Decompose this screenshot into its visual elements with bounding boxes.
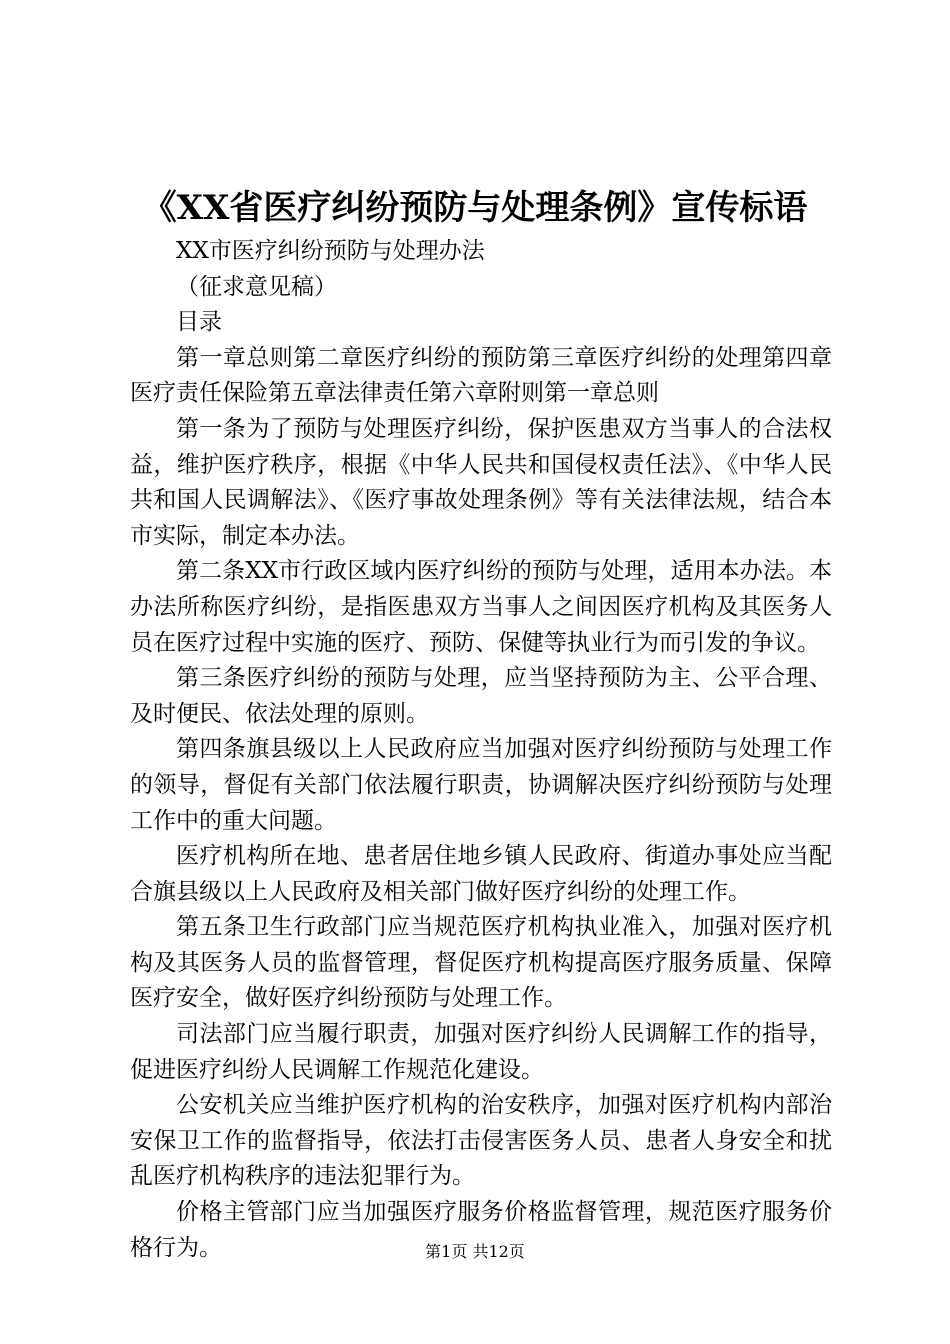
article-3-paragraph: 第三条医疗纠纷的预防与处理，应当坚持预防为主、公平合理、及时便民、依法处理的原则。 [130,665,832,727]
article-4-supplement-paragraph: 医疗机构所在地、患者居住地乡镇人民政府、街道办事处应当配合旗县级以上人民政府及相关部门做好医疗纠纷的处理工作。 [130,843,832,905]
judicial-dept-paragraph: 司法部门应当履行职责，加强对医疗纠纷人民调解工作的指导，促进医疗纠纷人民调解工作规范化建设。 [130,1021,832,1083]
document-title: 《XX省医疗纠纷预防与处理条例》宣传标语 [142,188,808,228]
pricing-dept-paragraph: 价格主管部门应当加强医疗服务价格监督管理，规范医疗服务价格行为。 [130,1199,832,1261]
toc-paragraph: 第一章总则第二章医疗纠纷的预防第三章医疗纠纷的处理第四章医疗责任保险第五章法律责任第六章附则第一章总则 [130,344,832,407]
public-security-paragraph: 公安机关应当维护医疗机构的治安秩序，加强对医疗机构内部治安保卫工作的监督指导，依法打击侵害医务人员、患者人身安全和扰乱医疗机构秩序的违法犯罪行为。 [130,1092,832,1190]
article-5-paragraph: 第五条卫生行政部门应当规范医疗机构执业准入，加强对医疗机构及其医务人员的监督管理，督促医疗机构提高医疗服务质量、保障医疗安全，做好医疗纠纷预防与处理工作。 [130,914,832,1012]
draft-note: （征求意见稿） [176,273,337,300]
subtitle: XX市医疗纠纷预防与处理办法 [176,238,485,264]
article-2-paragraph: 第二条XX市行政区域内医疗纠纷的预防与处理，适用本办法。本办法所称医疗纠纷，是指医患双方当事人之间因医疗机构及其医务人员在医疗过程中实施的医疗、预防、保健等执业行为而引发的争议。 [130,558,832,656]
toc-heading: 目录 [176,309,222,336]
article-4-paragraph: 第四条旗县级以上人民政府应当加强对医疗纠纷预防与处理工作的领导，督促有关部门依法履行职责，协调解决医疗纠纷预防与处理工作中的重大问题。 [130,736,832,834]
article-1-paragraph: 第一条为了预防与处理医疗纠纷，保护医患双方当事人的合法权益，维护医疗秩序，根据《中华人民共和国侵权责任法》、《中华人民共和国人民调解法》、《医疗事故处理条例》等有关法律法规，结合本市实际，制定本办法。 [130,415,832,549]
document-body [130,234,832,1266]
page-footer: 第1页 共12页 [425,1242,525,1261]
